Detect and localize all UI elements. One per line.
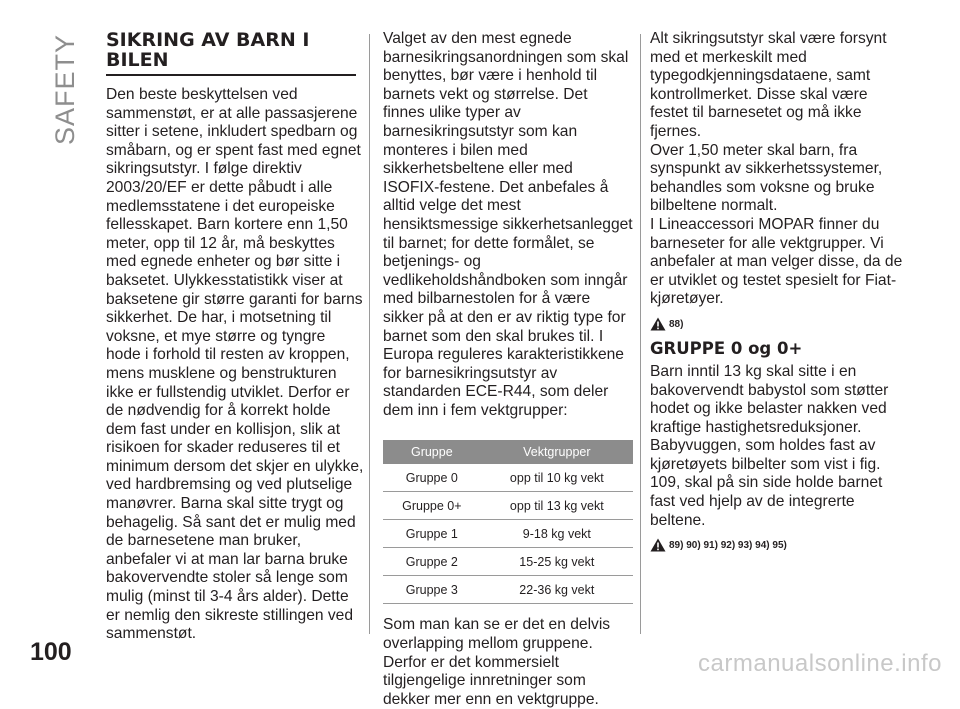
table-row [383,548,633,576]
group-subtitle: GRUPPE 0 og 0+ [650,338,803,358]
table-cell-weight: opp til 10 kg vekt [481,464,633,492]
warning-triangle-icon [650,538,666,552]
label-paragraph: Alt sikringsutstyr skal være forsynt med et merkeskilt med typegodkjenningsdataene, samt kontrollmerket. Disse skal være festet til barnesetet og må ikke fjernes. [650,30,887,140]
column-right [650,30,906,558]
section-title-line-2: BILEN [106,49,169,71]
warning-reference-numbers: 88) [669,318,684,330]
weight-groups-table [383,440,633,604]
column-divider [640,34,641,634]
table-cell-weight: opp til 13 kg vekt [481,492,633,520]
table-cell-weight: 15-25 kg vekt [481,548,633,576]
table-row [383,520,633,548]
table-header-row [383,440,633,464]
warning-triangle-icon [650,317,666,331]
table-cell-group: Gruppe 0+ [383,492,481,520]
title-underline [106,74,356,76]
group-zero-paragraph: Barn inntil 13 kg skal sitte i en bakovervendt babystol som støtter hodet og ikke belaster nakken ved kraftige hastighetsreduksjoner. Babyvuggen, som holdes fast av kjøretøyets bilbelter som vist i fig. 109, skal på sin side holde barnet fast ved hjelp av de integrerte beltene. [650,362,889,529]
column-left [106,30,364,644]
section-title [106,30,364,70]
page-number: 100 [30,638,72,666]
table-cell-weight: 9-18 kg vekt [481,520,633,548]
warning-reference [650,538,906,552]
watermark: carmanualsonline.info [698,650,942,677]
table-cell-group: Gruppe 2 [383,548,481,576]
warning-reference [650,317,906,331]
overlap-paragraph: Som man kan se er det en delvis overlapping mellom gruppene. Derfor er det kommersielt tilgjengelige innretninger som dekker mer enn en vektgruppe. [383,616,611,708]
selection-paragraph: Valget av den mest egnede barnesikringsanordningen som skal benyttes, bør være i henhold til barnets vekt og størrelse. Det finnes ulike typer av barnesikringsutstyr som kan monteres i bilen med sikkerhetsbeltene eller med ISOFIX-festene. Det anbefales å alltid velge det mest hensiktsmessige sikkerhetsanlegget til barnet; for dette formålet, se betjenings- og vedlikeholdshåndboken som inngår med bilbarnestolen for å være sikker på at den er av riktig type for barnet som den skal brukes til. I Europa reguleres karakteristikkene for barnesikringsutstyr av standarden ECE-R44, som deler dem inn i fem vektgrupper: [383,30,633,419]
adult-paragraph: Over 1,50 meter skal barn, fra synspunkt av sikkerhetssystemer, behandles som voksne og bruke bilbeltene normalt. [650,141,883,215]
warning-reference-numbers: 89) 90) 91) 92) 93) 94) 95) [669,540,787,552]
section-title-line-1: SIKRING AV BARN I [106,29,310,51]
column-middle [383,30,633,709]
table-cell-group: Gruppe 0 [383,464,481,492]
column-divider [369,34,370,634]
table-row [383,464,633,492]
table-row [383,576,633,604]
table-header-weight: Vektgrupper [481,440,633,464]
table-header-group: Gruppe [383,440,481,464]
table-cell-group: Gruppe 1 [383,520,481,548]
table-cell-group: Gruppe 3 [383,576,481,604]
table-row [383,492,633,520]
intro-paragraph: Den beste beskyttelsen ved sammenstøt, er at alle passasjerene sitter i setene, inkludert spedbarn og småbarn, og er spent fast med egnet sikringsutstyr. I følge direktiv 2003/20/EF er dette påbudt i alle medlemsstatene i det europeiske fellesskapet. Barn kortere enn 1,50 meter, opp til 12 år, må beskyttes med egnede enheter og bør sitte i baksetet. Ulykkesstatistikk viser at baksetene gir større garanti for barns sikkerhet. De har, i motsetning til voksne, et mye større og tyngre hode i forhold til resten av kroppen, mens musklene og benstrukturen ikke er fullstendig utviklet. Derfor er de nødvendig for å korrekt holde dem fast under en kollisjon, slik at risikoen for skader reduseres til et minimum dersom det skjer en ulykke, ved hardbremsing og ved plutselige manøvrer. Barna skal sitte trygt og behagelig. Så sant det er mulig med de barnesetene man bruker, anbefaler vi at man lar barna bruke bakovervendte stoler så lenge som mulig (minst til 3-4 års alder). Dette er nemlig den sikreste stillingen ved sammenstøt. [106,86,364,643]
mopar-paragraph: I Lineaccessori MOPAR finner du barneseter for alle vektgrupper. Vi anbefaler at man velger disse, da de er utviklet og testet spesielt for Fiat-kjøretøyer. [650,215,903,308]
table-cell-weight: 22-36 kg vekt [481,576,633,604]
section-side-label: SAFETY [50,34,80,146]
